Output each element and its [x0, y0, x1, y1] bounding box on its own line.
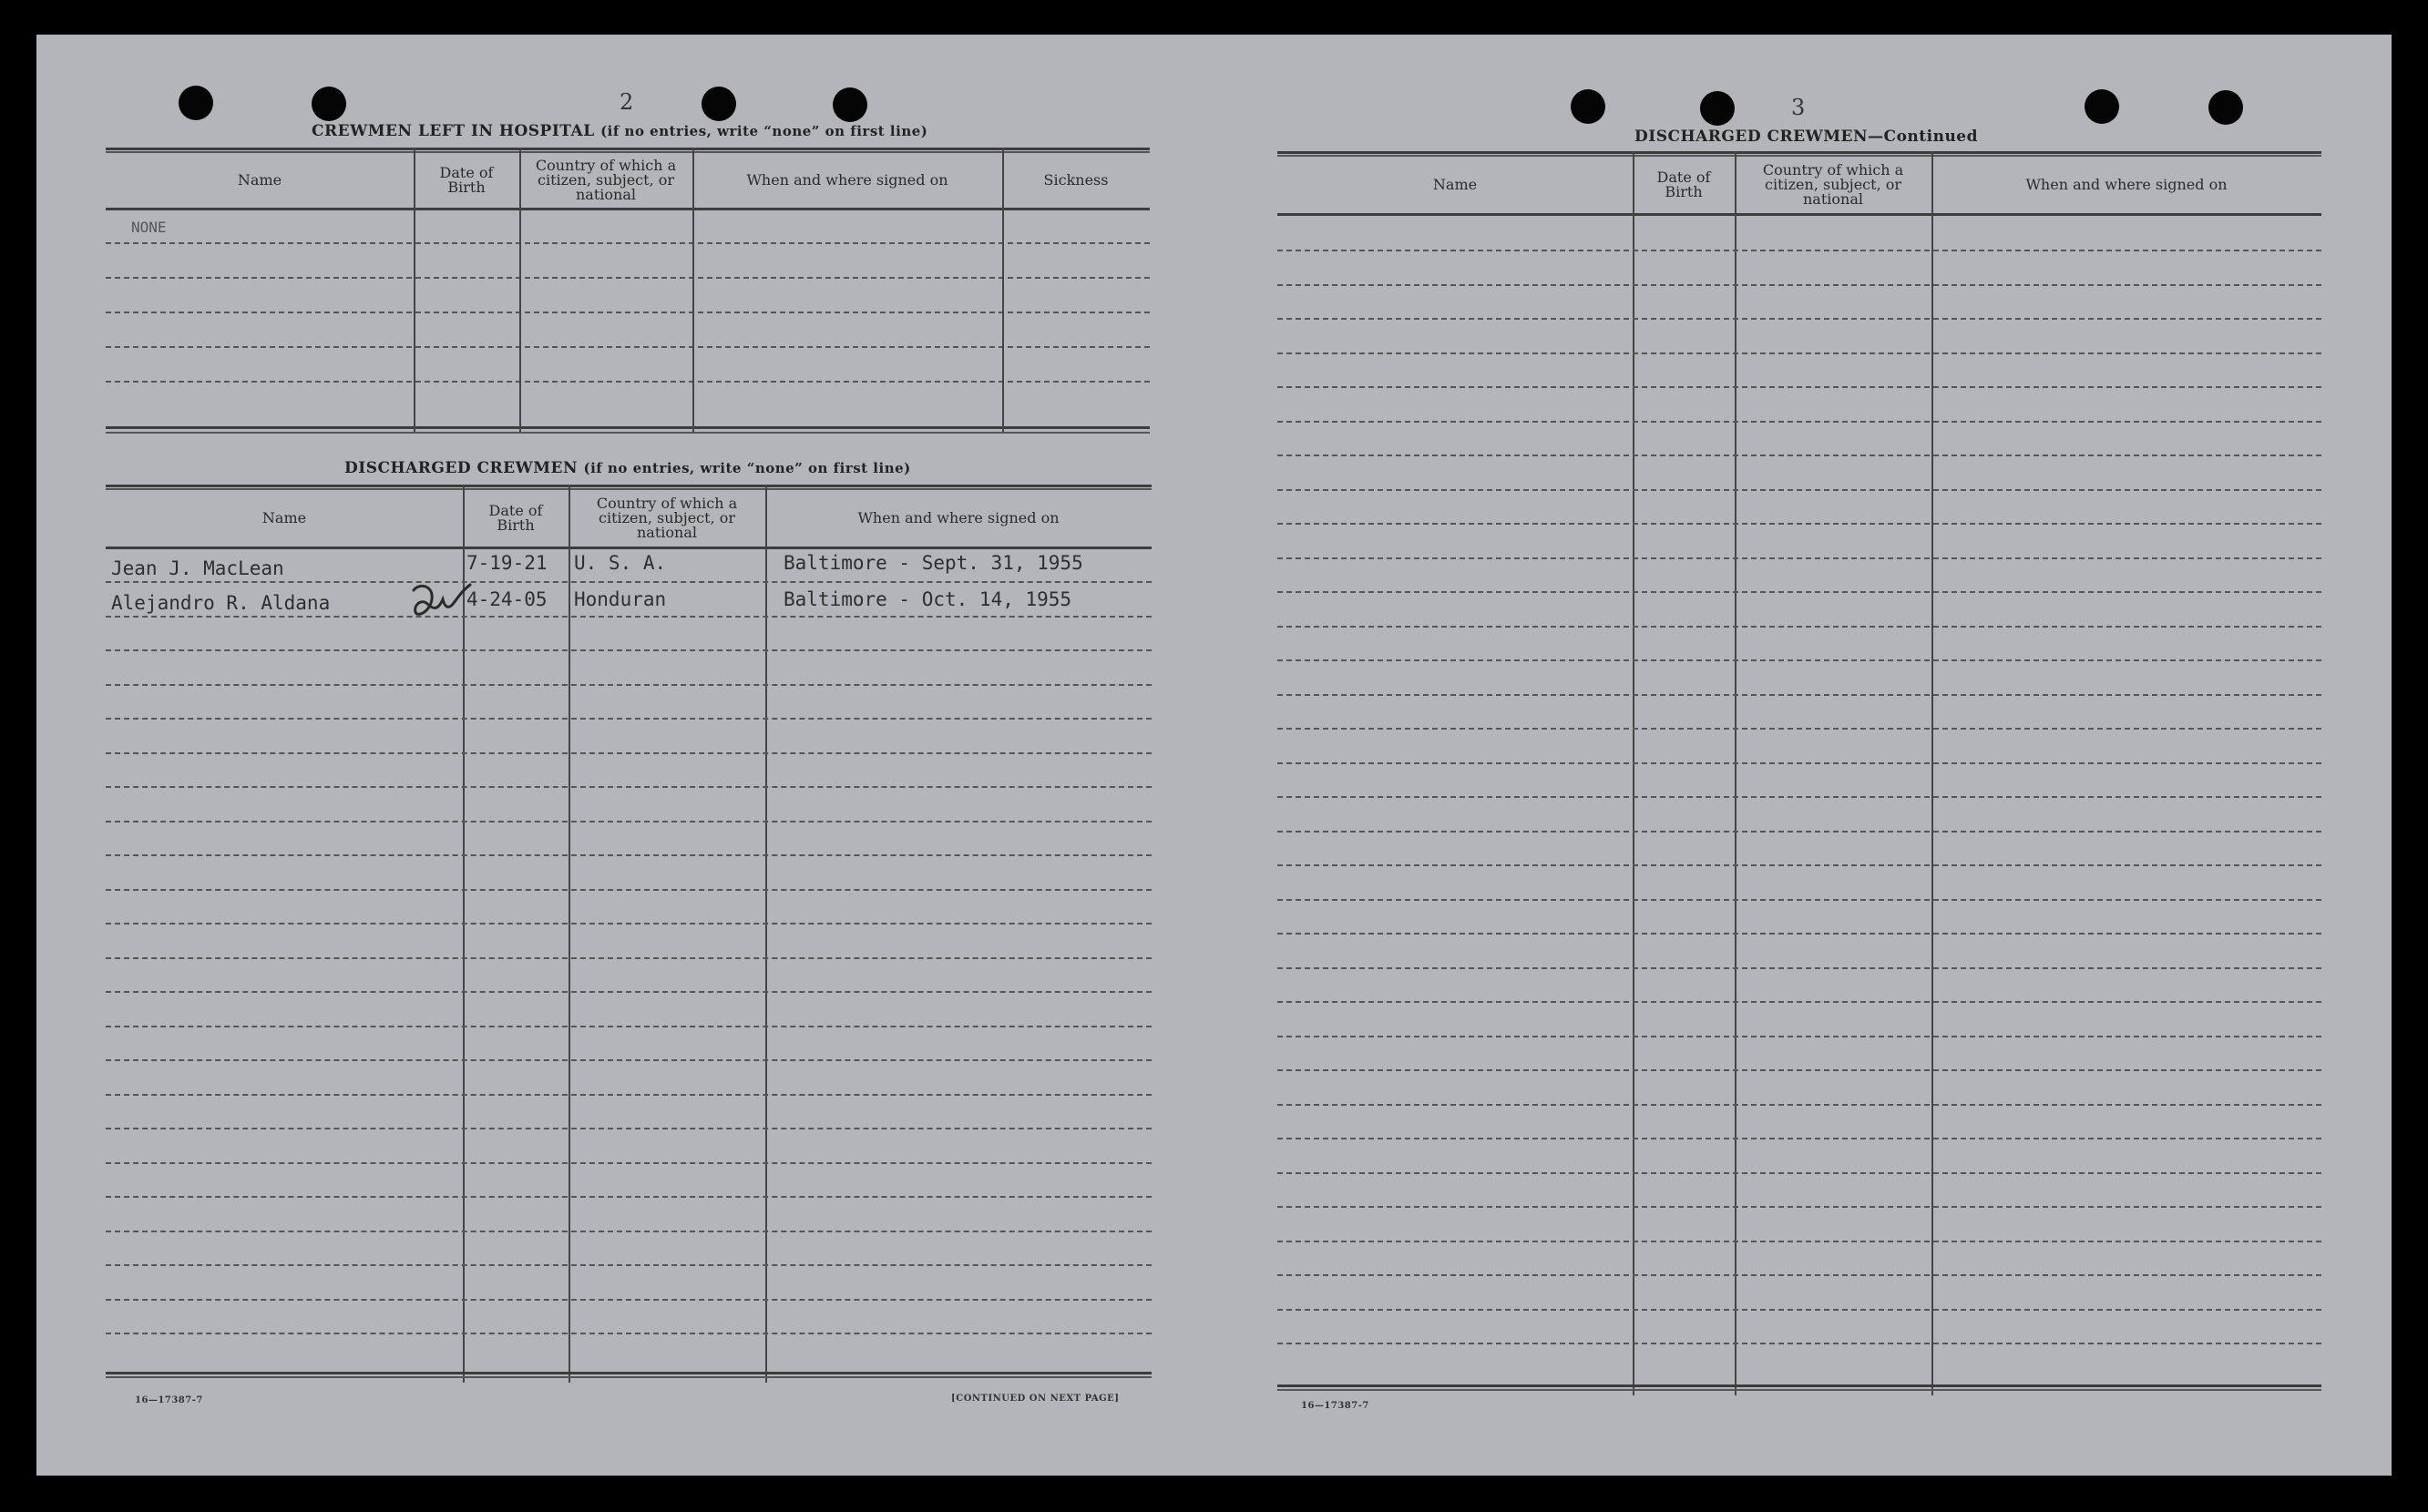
ruled-line [1277, 728, 2321, 730]
ruled-line [106, 786, 1152, 788]
ruled-line [1277, 1206, 2321, 1208]
ruled-line [106, 889, 1152, 891]
ruled-line [1277, 864, 2321, 866]
col-header-name: Name [1432, 176, 1478, 193]
ruled-line [1277, 899, 2321, 901]
ruled-line [1277, 1309, 2321, 1311]
table-bottom-rule [1277, 1384, 2321, 1387]
ruled-line [106, 649, 1152, 651]
ruled-line [106, 923, 1152, 925]
col-header-name: Name [261, 509, 307, 526]
crewman-signed-on: Baltimore - Sept. 31, 1955 [784, 552, 1083, 574]
ruled-line [1277, 1343, 2321, 1344]
page-number-left: 2 [620, 89, 634, 115]
ruled-line [106, 1026, 1152, 1027]
table-bottom-rule [106, 1376, 1152, 1378]
crewman-signed-on: Baltimore - Oct. 14, 1955 [784, 588, 1072, 610]
table-bottom-rule [106, 1372, 1152, 1374]
punch-hole [312, 87, 346, 121]
col-header-dob [414, 153, 519, 208]
discharged-table [106, 485, 1152, 1383]
ruled-line [106, 1333, 1152, 1334]
ruled-line [1277, 284, 2321, 286]
punch-hole [1700, 91, 1735, 126]
continued-note: [CONTINUED ON NEXT PAGE] [951, 1394, 1120, 1404]
ruled-line [1277, 386, 2321, 388]
discharged-title-text: DISCHARGED CREWMEN [344, 459, 579, 477]
crewman-dob: 4-24-05 [466, 588, 548, 610]
col-header-dob [1633, 157, 1735, 213]
ruled-line [1277, 352, 2321, 354]
col-header-name: Name [237, 171, 282, 189]
ruled-line [106, 854, 1152, 856]
ruled-line [1277, 1172, 2321, 1174]
table-bottom-rule [1277, 1389, 2321, 1391]
ruled-line [106, 616, 1152, 618]
col-header-signed-on: When and where signed on [2025, 176, 2228, 193]
ruled-line [1277, 694, 2321, 696]
ruled-line [106, 1059, 1152, 1061]
ruled-line [1277, 421, 2321, 423]
punch-hole [702, 87, 736, 121]
ruled-line [1277, 1274, 2321, 1276]
ruled-line [1277, 1104, 2321, 1106]
ruled-line [106, 1128, 1152, 1129]
ruled-line [1277, 762, 2321, 764]
col-header-country [1735, 157, 1931, 213]
ruled-line [1277, 1036, 2321, 1037]
discharged-continued-table [1277, 151, 2321, 1395]
page-number-right: 3 [1791, 95, 1806, 120]
hospital-table [106, 148, 1150, 432]
ruled-line [106, 1162, 1152, 1164]
ruled-line [1277, 1001, 2321, 1003]
col-header-country-text: Country of which a citizen, subject, or national [1762, 161, 1904, 208]
col-header-country-text: Country of which a citizen, subject, or national [535, 157, 677, 203]
ruled-line [1277, 489, 2321, 491]
col-header-dob-text: Date of Birth [439, 164, 494, 196]
punch-hole [2208, 90, 2243, 125]
ruled-line [106, 957, 1152, 959]
hospital-entry-none: NONE [131, 219, 167, 236]
col-header-dob-text: Date of Birth [488, 502, 543, 534]
hospital-instruction: (if no entries, write “none” on first line) [600, 123, 928, 139]
ruled-line [1277, 318, 2321, 320]
ruled-line [1277, 1241, 2321, 1242]
ruled-line [1277, 659, 2321, 661]
ruled-line [1277, 1069, 2321, 1071]
col-header-dob-text: Date of Birth [1656, 169, 1711, 200]
punch-hole [1571, 89, 1605, 124]
col-header-country-text: Country of which a citizen, subject, or national [596, 495, 738, 541]
ruled-line [1277, 626, 2321, 628]
ruled-line [106, 1299, 1152, 1301]
col-header-sickness: Sickness [1043, 171, 1109, 189]
hospital-title-text: CREWMEN LEFT IN HOSPITAL [312, 122, 595, 140]
ruled-line [1277, 1138, 2321, 1139]
punch-hole [2085, 89, 2119, 124]
ruled-line [106, 1094, 1152, 1096]
ruled-line [1277, 591, 2321, 593]
ruled-line [106, 1196, 1152, 1198]
ruled-line [1277, 967, 2321, 969]
discharged-section-title [344, 459, 911, 477]
ruled-line [106, 752, 1152, 754]
ruled-line [106, 684, 1152, 686]
ruled-line [1277, 831, 2321, 833]
ruled-line [1277, 523, 2321, 525]
crewman-name: Jean J. MacLean [111, 557, 284, 579]
crewman-name: Alejandro R. Aldana [111, 592, 331, 614]
col-header-country [519, 153, 692, 208]
crewman-country: U. S. A. [574, 552, 667, 574]
crewman-dob: 7-19-21 [466, 552, 548, 574]
col-header-signed-on: When and where signed on [746, 171, 948, 189]
ruled-line [1277, 455, 2321, 456]
punch-hole [179, 86, 213, 120]
ruled-line [106, 581, 1152, 583]
form-number-right: 16—17387-7 [1301, 1401, 1369, 1411]
discharged-instruction: (if no entries, write “none” on first line) [583, 460, 911, 476]
ruled-line [1277, 933, 2321, 935]
col-header-signed-on: When and where signed on [857, 509, 1060, 526]
crewman-country: Honduran [574, 588, 667, 610]
ruled-line [1277, 796, 2321, 798]
ruled-line [1277, 557, 2321, 559]
punch-hole [833, 87, 867, 122]
ruled-line [106, 821, 1152, 822]
ruled-line [106, 1231, 1152, 1232]
ruled-line [1277, 250, 2321, 251]
ruled-line [106, 991, 1152, 993]
right-section-title: DISCHARGED CREWMEN—Continued [1634, 128, 1979, 146]
col-header-country [569, 490, 765, 547]
form-number-left: 16—17387-7 [135, 1395, 203, 1405]
hospital-section-title [312, 122, 927, 140]
ruled-line [106, 718, 1152, 720]
document-paper [36, 35, 2392, 1476]
col-header-dob [463, 490, 569, 547]
handwritten-initials [406, 572, 479, 627]
ruled-line [106, 1264, 1152, 1266]
